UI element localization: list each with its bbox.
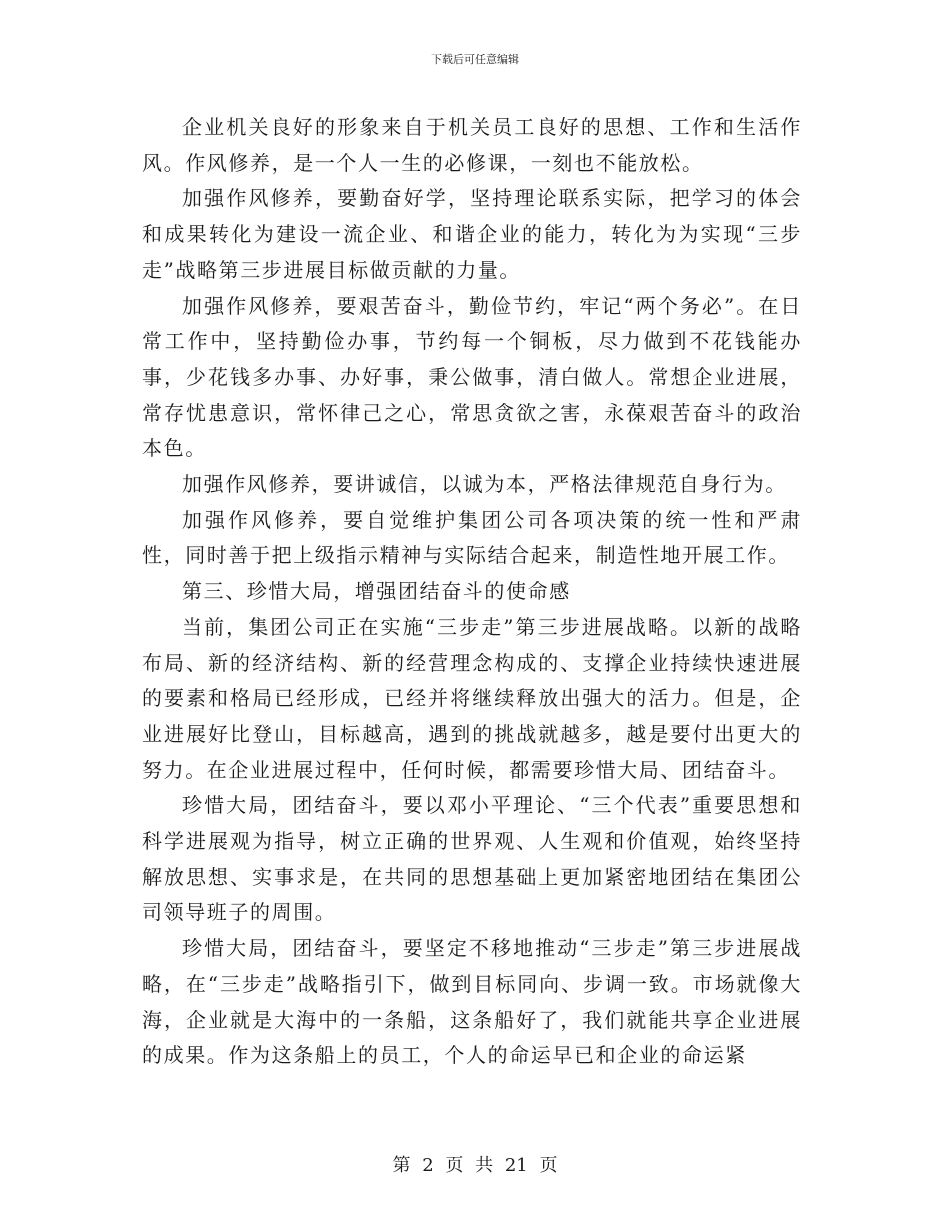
document-body	[142, 110, 802, 1074]
paragraph: 珍惜大局，团结奋斗，要坚定不移地推动“三步走”第三步进展战略，在“三步走”战略指引下，做到目标同向、步调一致。市场就像大海，企业就是大海中的一条船，这条船好了，我们就能共享企业进展的成果。作为这条船上的员工，个人的命运早已和企业的命运紧	[142, 936, 802, 1068]
paragraph: 珍惜大局，团结奋斗，要以邓小平理论、“三个代表”重要思想和科学进展观为指导，树立正确的世界观、人生观和价值观，始终坚持解放思想、实事求是，在共同的思想基础上更加紧密地团结在集团公司领导班子的周围。	[142, 793, 802, 925]
paragraph: 加强作风修养，要自觉维护集团公司各项决策的统一性和严肃性，同时善于把上级指示精神与实际结合起来，制造性地开展工作。	[142, 507, 802, 568]
section-heading: 第三、珍惜大局，增强团结奋斗的使命感	[182, 579, 571, 604]
paragraph: 加强作风修养，要勤奋好学，坚持理论联系实际，把学习的体会和成果转化为建设一流企业、和谐企业的能力，转化为为实现“三步走”战略第三步进展目标做贡献的力量。	[142, 186, 802, 282]
paragraph: 加强作风修养，要艰苦奋斗，勤俭节约，牢记“两个务必”。在日常工作中，坚持勤俭办事，节约每一个铜板，尽力做到不花钱能办事，少花钱多办事、办好事，秉公做事，清白做人。常想企业进展，常存忧患意识，常怀律己之心，常思贪欲之害，永葆艰苦奋斗的政治本色。	[142, 293, 802, 461]
paragraph: 加强作风修养，要讲诚信，以诚为本，严格法律规范自身行为。	[182, 472, 787, 497]
paragraph: 当前，集团公司正在实施“三步走”第三步进展战略。以新的战略布局、新的经济结构、新的经营理念构成的、支撑企业持续快速进展的要素和格局已经形成，已经并将继续释放出强大的活力。但是，企业进展好比登山，目标越高，遇到的挑战就越多，越是要付出更大的努力。在企业进展过程中，任何时候，都需要珍惜大局、团结奋斗。	[142, 614, 802, 782]
page-header-note: 下载后可任意编辑	[431, 53, 519, 66]
paragraph: 企业机关良好的形象来自于机关员工良好的思想、工作和生活作风。作风修养，是一个人一生的必修课，一刻也不能放松。	[142, 115, 802, 175]
page-number-footer: 第 2 页 共 21 页	[392, 1155, 558, 1176]
